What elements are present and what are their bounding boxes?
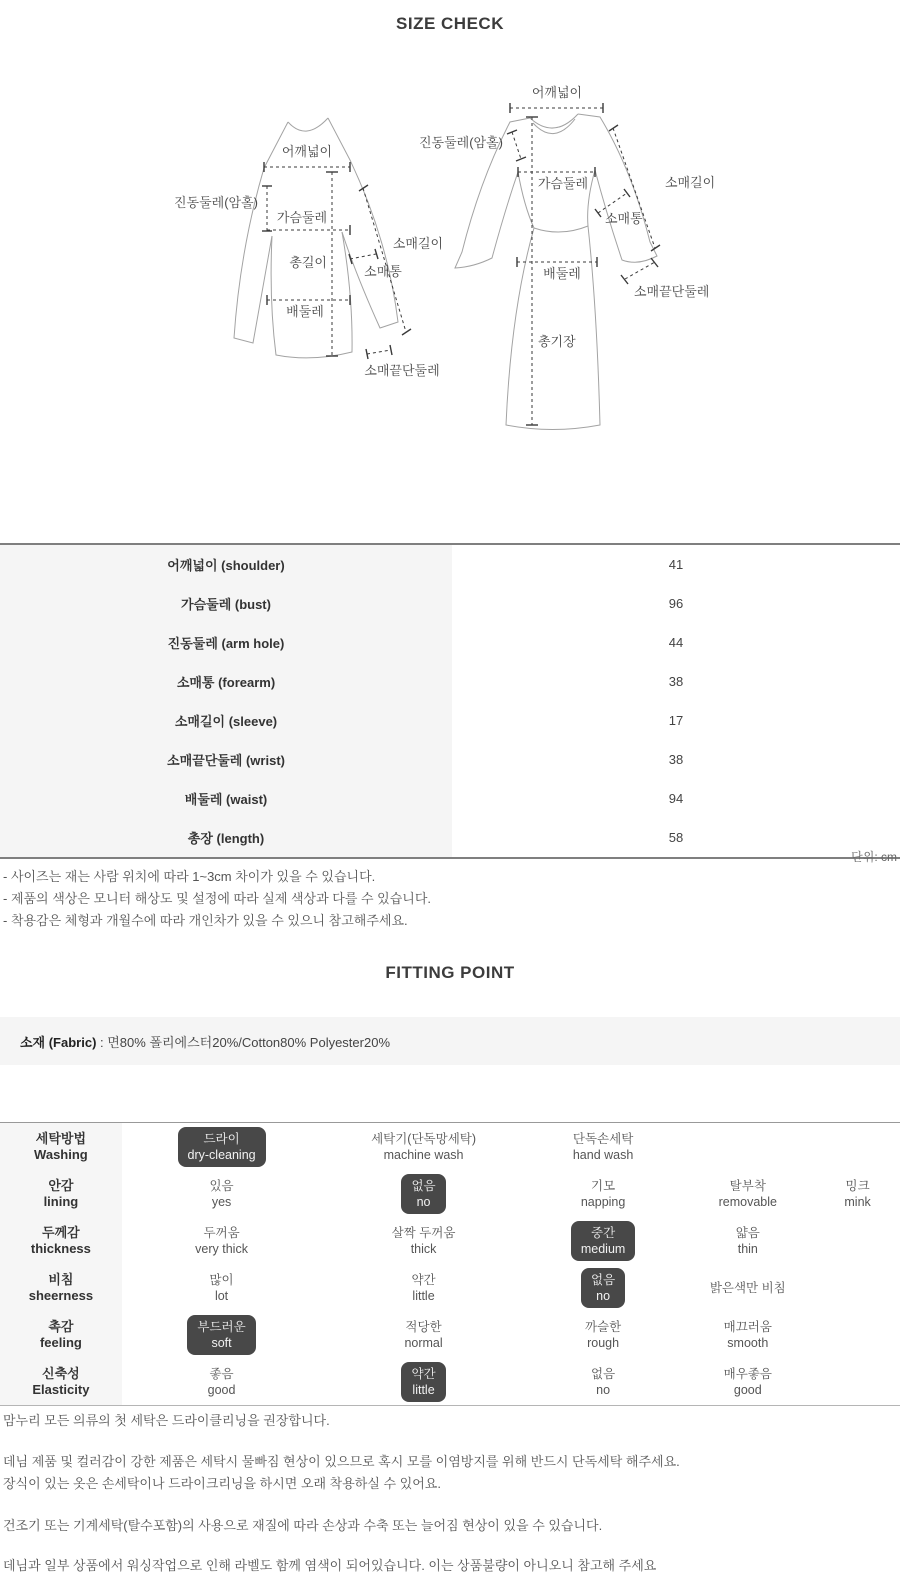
fitting-cell bbox=[321, 1264, 525, 1311]
fitting-cell bbox=[680, 1123, 815, 1171]
label-dress-bust: 가슴둘레 bbox=[537, 176, 589, 191]
fitting-cell bbox=[526, 1311, 681, 1358]
fabric-value: 면80% 폴리에스터20%/Cotton80% Polyester20% bbox=[107, 1034, 391, 1050]
garment-measurement-diagram bbox=[0, 60, 900, 530]
category-kr: 안감 bbox=[48, 1177, 74, 1193]
size-value: 17 bbox=[668, 713, 684, 728]
table-row bbox=[0, 1123, 900, 1171]
table-row bbox=[0, 779, 900, 818]
category-en: feeling bbox=[39, 1334, 82, 1350]
size-value: 38 bbox=[668, 752, 684, 767]
fabric-label: 소재 (Fabric) bbox=[20, 1034, 97, 1050]
fitting-cell bbox=[815, 1123, 900, 1171]
fitting-option: 약간 little bbox=[401, 1362, 445, 1402]
size-value: 41 bbox=[668, 557, 684, 572]
table-row bbox=[0, 623, 900, 662]
fitting-option: 기모 napping bbox=[580, 1178, 626, 1209]
size-label: 가슴둘레 (bust) bbox=[0, 584, 452, 623]
fitting-option: 탈부착 removable bbox=[718, 1178, 777, 1209]
care-note: 데님과 일부 상품에서 워싱작업으로 인해 라벨도 함께 염색이 되어있습니다. 이는 상품불량이 아니오니 참고해 주세요 bbox=[3, 1558, 657, 1573]
table-row bbox=[0, 740, 900, 779]
table-row bbox=[0, 818, 900, 858]
size-value: 94 bbox=[668, 791, 684, 806]
category-en: Elasticity bbox=[32, 1381, 90, 1397]
fitting-cell bbox=[321, 1358, 525, 1406]
label-dress-length: 총기장 bbox=[538, 334, 576, 349]
label-top-wrist: 소매끝단둘레 bbox=[364, 363, 440, 378]
fitting-option: 단독손세탁 hand wash bbox=[572, 1131, 634, 1162]
size-label: 소매길이 (sleeve) bbox=[0, 701, 452, 740]
table-row bbox=[0, 1264, 900, 1311]
fitting-cell bbox=[122, 1264, 322, 1311]
fitting-cell bbox=[815, 1358, 900, 1406]
label-top-shoulder: 어깨넓이 bbox=[281, 144, 333, 159]
category-kr: 두께감 bbox=[42, 1224, 80, 1240]
category-en: thickness bbox=[30, 1240, 91, 1256]
fitting-cell bbox=[321, 1217, 525, 1264]
fitting-cell bbox=[815, 1170, 900, 1217]
label-top-waist: 배둘레 bbox=[286, 304, 324, 319]
fitting-cell bbox=[526, 1217, 681, 1264]
size-label: 어깨넓이 (shoulder) bbox=[0, 544, 452, 584]
fabric-separator: : bbox=[96, 1034, 108, 1050]
size-label: 소매끝단둘레 (wrist) bbox=[0, 740, 452, 779]
fitting-cell bbox=[680, 1264, 815, 1311]
size-label: 진동둘레 (arm hole) bbox=[0, 623, 452, 662]
size-value: 96 bbox=[668, 596, 684, 611]
fitting-cell bbox=[122, 1311, 322, 1358]
fitting-cell bbox=[680, 1311, 815, 1358]
fitting-option: 적당한 normal bbox=[404, 1319, 443, 1350]
label-top-length: 총길이 bbox=[289, 255, 327, 270]
fabric-info bbox=[0, 1032, 390, 1051]
fitting-cell bbox=[122, 1358, 322, 1406]
category-kr: 촉감 bbox=[48, 1318, 74, 1334]
fitting-cell bbox=[321, 1123, 525, 1171]
size-note: - 사이즈는 재는 사람 위치에 따라 1~3cm 차이가 있을 수 있습니다. bbox=[3, 869, 376, 884]
fitting-cell bbox=[321, 1170, 525, 1217]
fitting-category bbox=[0, 1123, 122, 1171]
fitting-option: 얇음 thin bbox=[735, 1225, 760, 1256]
fitting-option: 밍크 mink bbox=[844, 1178, 871, 1209]
care-note: 건조기 또는 기계세탁(탈수포함)의 사용으로 재질에 따라 손상과 수축 또는 늘어짐 현상이 있을 수 있습니다. bbox=[3, 1518, 603, 1533]
fitting-option: 부드러운 soft bbox=[187, 1315, 255, 1355]
fitting-category bbox=[0, 1264, 122, 1311]
fitting-cell bbox=[815, 1264, 900, 1311]
label-dress-shoulder: 어깨넓이 bbox=[531, 85, 583, 100]
fitting-option: 없음 no bbox=[591, 1366, 616, 1397]
category-en: sheerness bbox=[28, 1287, 94, 1303]
table-row bbox=[0, 1311, 900, 1358]
size-value: 38 bbox=[668, 674, 684, 689]
size-label: 배둘레 (waist) bbox=[0, 779, 452, 818]
fitting-option: 두꺼움 very thick bbox=[195, 1225, 248, 1256]
fitting-option: 세탁기(단독망세탁) machine wash bbox=[371, 1131, 477, 1162]
fitting-cell bbox=[526, 1264, 681, 1311]
fitting-cell bbox=[680, 1217, 815, 1264]
fitting-option: 없음 no bbox=[581, 1268, 625, 1308]
category-en: Washing bbox=[34, 1146, 88, 1162]
fitting-category bbox=[0, 1170, 122, 1217]
label-top-armhole: 진동둘레(암홀) bbox=[173, 195, 258, 210]
fitting-option: 없음 no bbox=[401, 1174, 445, 1214]
fitting-option: 까슬한 rough bbox=[584, 1319, 622, 1350]
table-row bbox=[0, 1358, 900, 1406]
fitting-option: 중간 medium bbox=[571, 1221, 635, 1261]
fitting-category bbox=[0, 1311, 122, 1358]
size-table bbox=[0, 543, 900, 859]
fitting-category bbox=[0, 1358, 122, 1406]
fitting-category bbox=[0, 1217, 122, 1264]
fitting-cell bbox=[815, 1217, 900, 1264]
care-note: 데님 제품 및 컬러감이 강한 제품은 세탁시 물빠짐 현상이 있으므로 혹시 모를 이염방지를 위해 반드시 단독세탁 해주세요. bbox=[3, 1454, 680, 1469]
fitting-cell bbox=[680, 1170, 815, 1217]
category-kr: 신축성 bbox=[42, 1365, 80, 1381]
care-note: 장식이 있는 옷은 손세탁이나 드라이크리닝을 하시면 오래 착용하실 수 있어요. bbox=[3, 1476, 441, 1491]
category-kr: 세탁방법 bbox=[35, 1130, 87, 1146]
size-notes bbox=[3, 866, 431, 932]
fitting-cell bbox=[122, 1217, 322, 1264]
table-row bbox=[0, 662, 900, 701]
fitting-option: 밝은색만 비침 bbox=[709, 1280, 786, 1295]
label-dress-wrist: 소매끝단둘레 bbox=[634, 284, 710, 299]
fitting-option: 좋음 good bbox=[207, 1366, 236, 1397]
label-dress-waist: 배둘레 bbox=[543, 266, 581, 281]
top-garment-measures bbox=[174, 144, 443, 378]
fitting-option: 드라이 dry-cleaning bbox=[178, 1127, 266, 1167]
category-en: lining bbox=[43, 1193, 79, 1209]
fitting-cell bbox=[122, 1170, 322, 1217]
fitting-cell bbox=[526, 1170, 681, 1217]
label-top-forearm: 소매통 bbox=[364, 264, 402, 279]
table-row bbox=[0, 701, 900, 740]
fitting-cell bbox=[815, 1311, 900, 1358]
category-kr: 비침 bbox=[48, 1271, 74, 1287]
page-title: SIZE CHECK bbox=[396, 14, 504, 33]
fitting-point-title: FITTING POINT bbox=[385, 963, 515, 982]
unit-note: 단위: cm bbox=[851, 850, 897, 864]
fitting-cell bbox=[680, 1358, 815, 1406]
fitting-cell bbox=[526, 1123, 681, 1171]
care-note: 맘누리 모든 의류의 첫 세탁은 드라이클리닝을 권장합니다. bbox=[3, 1413, 330, 1428]
fitting-cell bbox=[122, 1123, 322, 1171]
fitting-option: 많이 lot bbox=[209, 1272, 234, 1303]
label-dress-armhole: 진동둘레(암홀) bbox=[418, 135, 503, 150]
size-note: - 착용감은 체형과 개월수에 따라 개인차가 있을 수 있으니 참고해주세요. bbox=[3, 913, 408, 928]
fitting-cell bbox=[526, 1358, 681, 1406]
label-top-bust: 가슴둘레 bbox=[276, 210, 328, 225]
table-row bbox=[0, 544, 900, 584]
fitting-option: 약간 little bbox=[411, 1272, 436, 1303]
size-label: 총장 (length) bbox=[0, 818, 452, 858]
table-row bbox=[0, 1170, 900, 1217]
label-top-sleeve: 소매길이 bbox=[392, 236, 444, 251]
size-note: - 제품의 색상은 모니터 해상도 및 설정에 따라 실제 색상과 다를 수 있습니다. bbox=[3, 891, 432, 906]
size-value: 44 bbox=[668, 635, 684, 650]
fitting-option: 매우좋음 good bbox=[723, 1366, 772, 1397]
label-dress-sleeve: 소매길이 bbox=[665, 175, 716, 190]
fitting-option: 살짝 두꺼움 thick bbox=[391, 1225, 456, 1256]
fabric-bar bbox=[0, 1017, 900, 1065]
fitting-option: 있음 yes bbox=[209, 1178, 234, 1209]
fitting-option: 매끄러움 smooth bbox=[723, 1319, 772, 1350]
dress-garment-measures bbox=[419, 85, 715, 425]
fitting-table bbox=[0, 1122, 900, 1406]
fitting-cell bbox=[321, 1311, 525, 1358]
table-row bbox=[0, 584, 900, 623]
size-label: 소매통 (forearm) bbox=[0, 662, 452, 701]
table-row bbox=[0, 1217, 900, 1264]
size-value: 58 bbox=[668, 830, 684, 845]
label-dress-forearm: 소매통 bbox=[605, 211, 643, 226]
